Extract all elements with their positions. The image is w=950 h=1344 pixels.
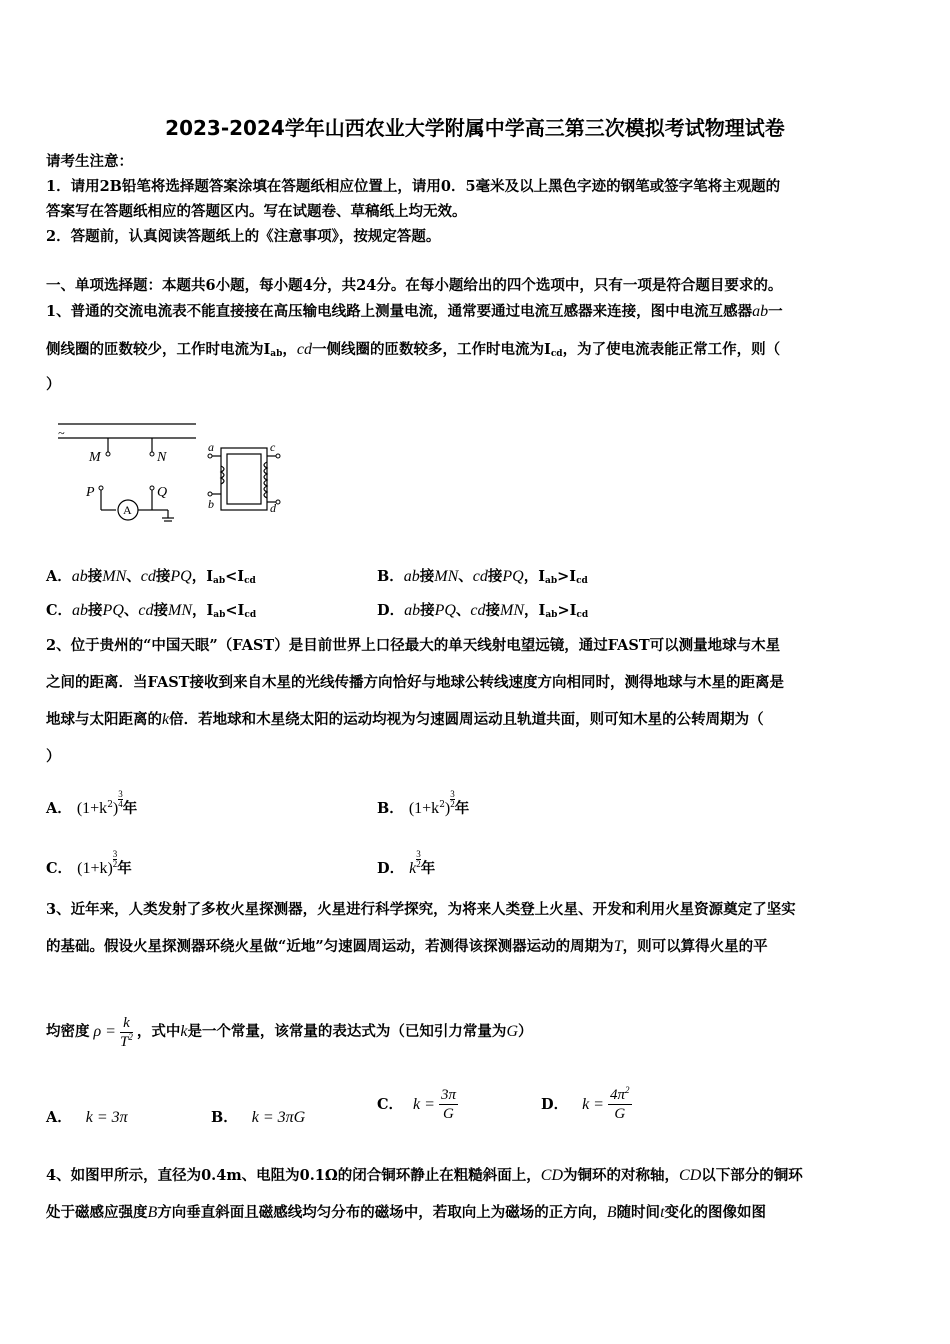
label-N: N — [157, 450, 167, 465]
q2-option-c[interactable]: C． (1+k) $\frac{3}{2}$ 年 — [46, 849, 132, 877]
notice-line-1a: 1．请用2B铅笔将选择题答案涂填在答题纸相应位置上，请用0．5毫米及以上黑色字迹的钢笔或签字笔将主观题的 — [46, 178, 781, 195]
ac-symbol: ~ — [58, 426, 65, 440]
q3-option-d[interactable]: D． k = $\frac{4\pi^2}{G}$ — [541, 1085, 630, 1122]
q1-option-a[interactable]: A．ab接MN、cd接PQ，$I_{ab}<I_{cd}$ — [46, 568, 256, 586]
label-b: b — [208, 497, 214, 511]
q2-line-4: ） — [46, 748, 61, 765]
q2-line-2: 之间的距离．当FAST接收到来自木星的光线传播方向恰好与地球公转线速度方向相同时，测得地球与木星的距离是 — [46, 674, 784, 691]
q1-line-3: ） — [46, 376, 61, 393]
label-d: d — [270, 501, 276, 515]
q1-line-1: 1、普通的交流电流表不能直接接在高压输电线路上测量电流，通常要通过电流互感器来连接，图中电流互感器ab一 — [46, 303, 783, 320]
q1-option-c[interactable]: C．ab接PQ、cd接MN，$I_{ab}<I_{cd}$ — [46, 602, 257, 620]
label-P: P — [86, 485, 95, 500]
q3-line-3: 均密度 ρ = $\frac{k}{T^2}$ ，式中 k 是一个常量，该常量的表达式为（已知引力常量为 G ） — [46, 1014, 533, 1050]
q2-line-1: 2、位于贵州的“中国天眼”（FAST）是目前世界上口径最大的单天线射电望远镜，通过FAST可以测量地球与木星 — [46, 637, 781, 654]
q1-line-2: 侧线圈的匝数较少，工作时电流为$I_{ab}$，cd一侧线圈的匝数较多，工作时电流为$I_{cd}$，为了使电流表能正常工作，则（ — [46, 341, 781, 359]
q1-option-b[interactable]: B．ab接MN、cd接PQ，$I_{ab}>I_{cd}$ — [377, 568, 588, 586]
q2-option-d[interactable]: D． k $\frac{3}{2}$ 年 — [377, 849, 436, 877]
notice-line-1b: 答案写在答题纸相应的答题区内。写在试题卷、草稿纸上均无效。 — [46, 203, 467, 220]
q1-circuit-figure — [56, 418, 286, 528]
label-a: a — [208, 440, 214, 454]
q4-line-2: 处于磁感应强度B方向垂直斜面且磁感线均匀分布的磁场中，若取向上为磁场的正方向，B随时间t变化的图像如图 — [46, 1204, 767, 1221]
q2-option-a[interactable]: A． $(1+k^2)$ $\frac{3}{4}$ 年 — [46, 789, 138, 817]
q2-option-b[interactable]: B． $(1+k^2)$ $\frac{3}{2}$ 年 — [377, 789, 470, 817]
label-Q: Q — [157, 485, 168, 500]
notice-line-2: 2．答题前，认真阅读答题纸上的《注意事项》，按规定答题。 — [46, 228, 441, 245]
q3-option-a[interactable]: A． k = 3π — [46, 1109, 128, 1126]
notice-heading: 请考生注意： — [46, 153, 133, 170]
q3-option-c[interactable]: C． k = $\frac{3\pi}{G}$ — [377, 1087, 456, 1122]
section-1-heading: 一、单项选择题：本题共6小题，每小题4分，共24分。在每小题给出的四个选项中，只有一项是符合题目要求的。 — [46, 277, 783, 294]
label-M: M — [89, 450, 101, 465]
label-c: c — [270, 440, 276, 454]
q1-option-d[interactable]: D．ab接PQ、cd接MN，$I_{ab}>I_{cd}$ — [377, 602, 589, 620]
q4-line-1: 4、如图甲所示，直径为0.4m、电阻为0.1Ω的闭合铜环静止在粗糙斜面上，CD为铜环的对称轴，CD以下部分的铜环 — [46, 1167, 803, 1184]
q3-line-2: 的基础。假设火星探测器环绕火星做“近地”匀速圆周运动，若测得该探测器运动的周期为T，则可以算得火星的平 — [46, 938, 768, 955]
ammeter-label: A — [123, 503, 132, 517]
q3-option-b[interactable]: B． k = 3πG — [211, 1109, 306, 1126]
exam-title: 2023-2024学年山西农业大学附属中学高三第三次模拟考试物理试卷 — [165, 116, 785, 140]
q2-line-3: 地球与太阳距离的k倍．若地球和木星绕太阳的运动均视为匀速圆周运动且轨道共面，则可知木星的公转周期为（ — [46, 711, 764, 728]
q3-line-1: 3、近年来，人类发射了多枚火星探测器，火星进行科学探究，为将来人类登上火星、开发和利用火星资源奠定了坚实 — [46, 901, 796, 918]
